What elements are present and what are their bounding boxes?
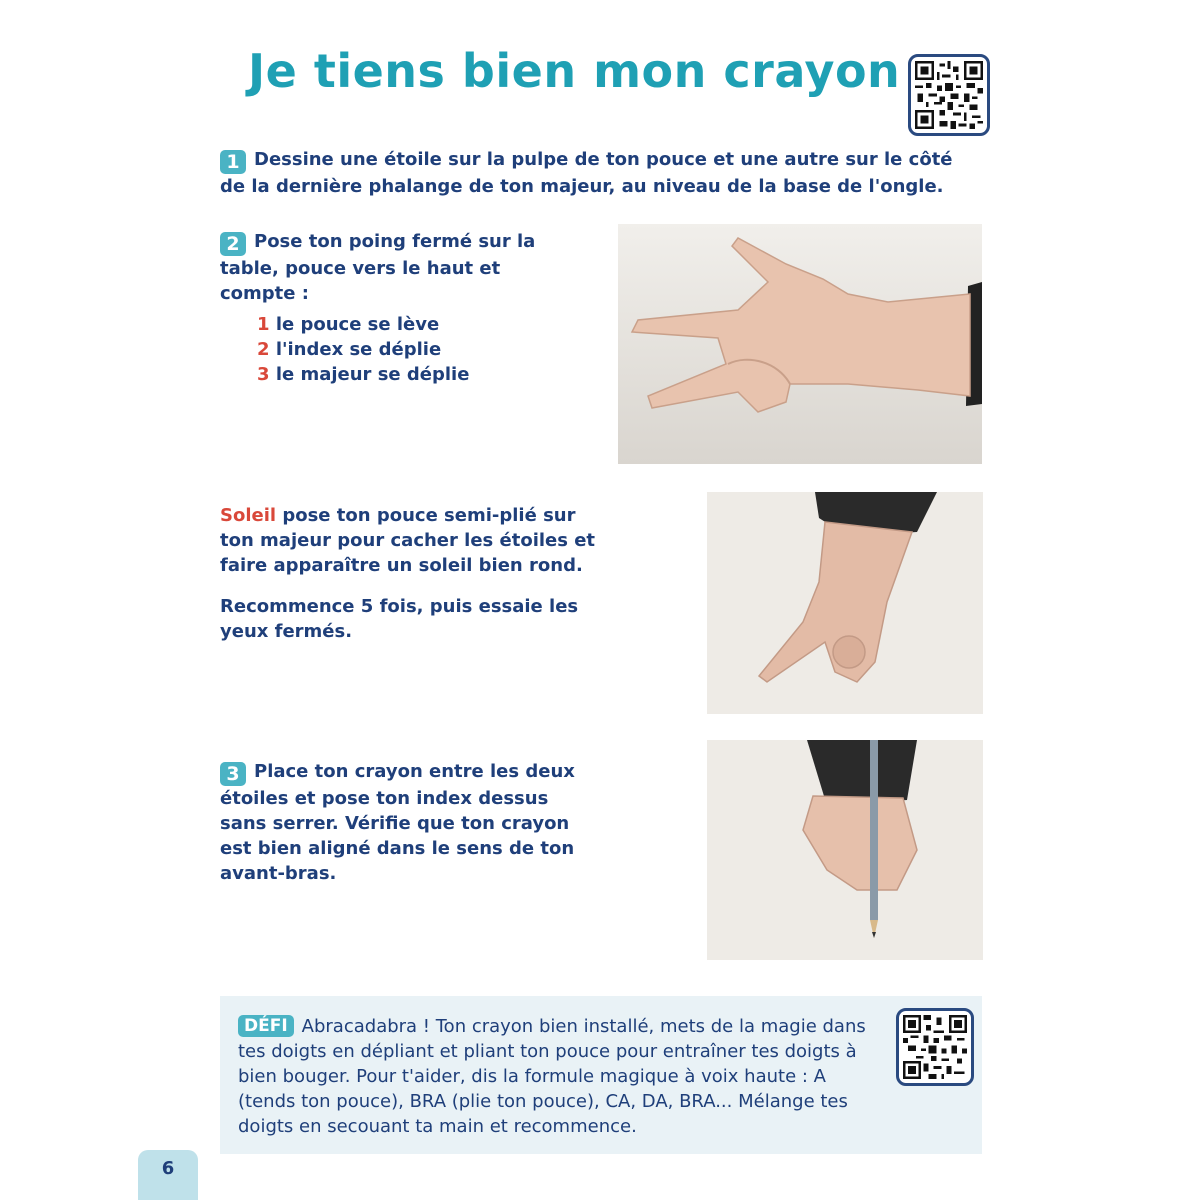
page-title: Je tiens bien mon crayon bbox=[248, 44, 901, 98]
soleil-text: Soleil pose ton pouce semi-plié sur ton majeur pour cacher les étoiles et faire apparaître un soleil bien rond. bbox=[220, 505, 596, 576]
step-2-text: 2 Pose ton poing fermé sur la table, pouce vers le haut et compte : bbox=[220, 231, 536, 304]
step-2-badge: 2 bbox=[220, 232, 246, 256]
step-1-badge: 1 bbox=[220, 150, 246, 174]
defi-badge: DÉFI bbox=[238, 1015, 294, 1037]
hand-gesture-photo bbox=[618, 224, 982, 464]
page-number-tab bbox=[138, 1150, 198, 1200]
step-3-badge: 3 bbox=[220, 762, 246, 786]
defi-text: DÉFI Abracadabra ! Ton crayon bien installé, mets de la magie dans tes doigts en dépliant et pliant ton pouce pour entraîner tes doigts à bien bouger. Pour t'aider, dis la formule magique à voix haute : A (tends ton pouce), BRA (plie ton pouce), CA, DA, BRA... Mélange tes doigts en secouant ta main et recommence. bbox=[238, 1016, 866, 1137]
list-item: 1 le pouce se lève bbox=[257, 314, 440, 335]
step-1-text: 1 Dessine une étoile sur la pulpe de ton pouce et une autre sur le côté de la dernière phalange de ton majeur, au niveau de la base de l'ongle. bbox=[220, 149, 953, 197]
soleil-label: Soleil bbox=[220, 505, 277, 526]
qr-code-icon[interactable] bbox=[896, 1008, 974, 1086]
list-item: 3 le majeur se déplie bbox=[257, 364, 470, 385]
step-3-text: 3 Place ton crayon entre les deux étoiles et pose ton index dessus sans serrer. Vérifie que ton crayon est bien aligné dans le sens de ton avant-bras. bbox=[220, 761, 575, 884]
count-list bbox=[257, 312, 469, 387]
qr-code-icon[interactable] bbox=[908, 54, 990, 136]
page-number: 6 bbox=[161, 1158, 175, 1179]
repeat-text: Recommence 5 fois, puis essaie les yeux fermés. bbox=[220, 596, 579, 642]
soleil-hand-photo bbox=[707, 492, 983, 714]
pencil-grip-photo bbox=[707, 740, 983, 960]
list-item: 2 l'index se déplie bbox=[257, 339, 442, 360]
